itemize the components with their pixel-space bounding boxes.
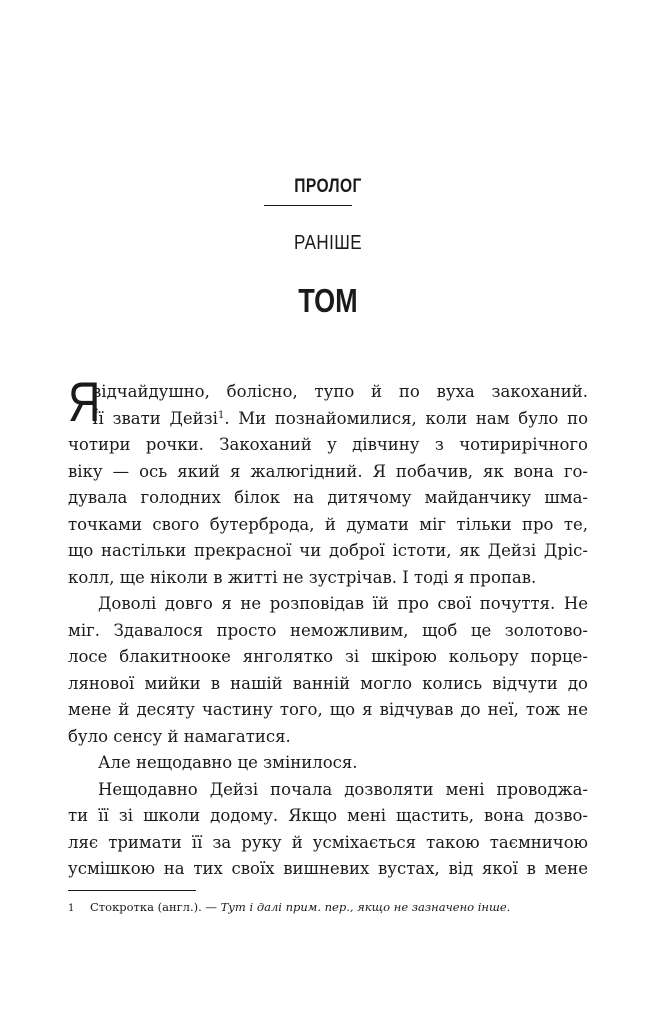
section-title-underline <box>264 205 352 206</box>
text-line: Нещодавно Дейзі почала дозволяти мені проводжа- <box>98 779 588 799</box>
text-fragment: Її звати Дейзі <box>92 408 218 428</box>
footnote-italic-note: Тут і далі прим. пер., якщо не зазначено інше. <box>220 900 511 914</box>
text-line <box>68 406 588 433</box>
text-line: чотири рочки. Закоханий у дівчину з чотирирічного <box>68 435 588 454</box>
text-line: Але нещодавно це змінилося. <box>98 753 358 772</box>
text-line: Доволі довго я не розповідав їй про свої почуття. Не <box>98 594 588 613</box>
drop-cap: Я <box>68 370 101 433</box>
text-line: усмішкою на тих своїх вишневих вустах, від якої в мене <box>68 859 588 878</box>
footnote <box>68 899 588 917</box>
text-line: ляє тримати її за руку й усміхається такою таємничою <box>68 832 588 852</box>
text-line: відчайдушно, болісно, тупо й по вуха закоханий. <box>92 382 588 401</box>
text-line: міг. Здавалося просто неможливим, щоб це золотово- <box>68 620 588 640</box>
text-line: віку — ось який я жалюгідний. Я побачив, як вона го- <box>68 461 588 481</box>
text-line: ти її зі школи додому. Якщо мені щастить, вона дозво- <box>68 806 588 825</box>
text-line: точками свого бутерброда, й думати міг тільки про те, <box>68 514 588 534</box>
text-line: лосе блакитнооке янголятко зі шкірою кольору порце- <box>68 647 588 666</box>
text-line: колл, ще ніколи в житті не зустрічав. І тоді я пропав. <box>68 567 537 587</box>
text-line: мене й десяту частину того, що я відчував до неї, тож не <box>68 700 588 719</box>
body-text <box>68 370 589 883</box>
text-fragment: . Ми познайомилися, коли нам було по <box>224 408 589 428</box>
footnote-text: Стокротка (англ.). — <box>90 900 221 914</box>
footnote-mark: 1 <box>68 903 75 914</box>
footnote-reference: 1 <box>217 409 225 421</box>
chapter-title: ТОМ <box>298 282 358 319</box>
text-line: лянової мийки в нашій ванній могло колись відчути до <box>68 673 588 693</box>
footnote-separator <box>68 890 196 891</box>
time-label: РАНІШЕ <box>293 232 362 254</box>
text-line: дувала голодних білок на дитячому майданчику шма- <box>68 488 588 507</box>
section-title: ПРОЛОГ <box>294 176 362 197</box>
text-line: було сенсу й намагатися. <box>68 726 291 746</box>
text-line: що настільки прекрасної чи доброї істоти, як Дейзі Дріс- <box>68 541 588 560</box>
